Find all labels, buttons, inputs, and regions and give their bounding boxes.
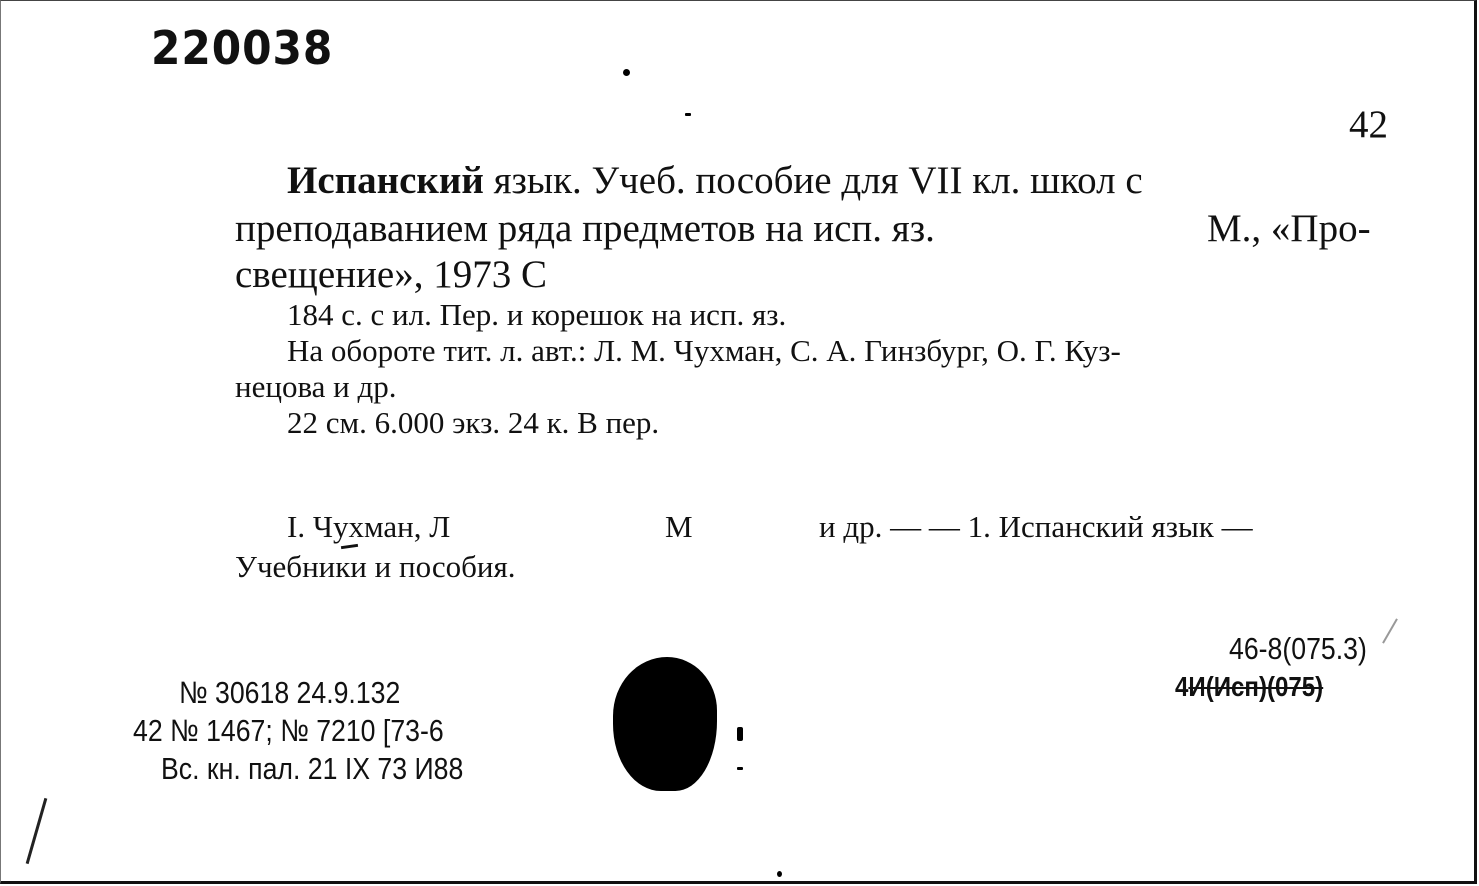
- stamp-accession: № 30618 24.9.132: [179, 675, 401, 710]
- classification-code: 46-8(075.3): [1229, 631, 1367, 666]
- ink-speck: [737, 767, 743, 770]
- entry-line-1: [287, 161, 1143, 200]
- description-pages: 184 с. с ил. Пер. и корешок на исп. яз.: [287, 297, 787, 332]
- entry-line-3: свещение», 1973 С: [235, 253, 547, 296]
- entry-title: язык. Учеб. пособие для VII кл. школ с: [483, 159, 1143, 202]
- description-format: 22 см. 6.000 экз. 24 к. В пер.: [287, 405, 660, 440]
- ink-speck: [737, 727, 743, 741]
- stamp-chamber: Вс. кн. пал. 21 IX 73 И88: [161, 751, 464, 786]
- tracing-subject-cont: Учебники и пособия.: [235, 549, 516, 584]
- classification-prefix: 4: [1175, 671, 1189, 702]
- description-authors: На обороте тит. л. авт.: Л. М. Чухман, С. А. Гинзбург, О. Г. Куз-: [287, 333, 1121, 368]
- tracing-initial: М: [665, 509, 693, 544]
- section-number: 42: [1349, 103, 1388, 146]
- pencil-mark-faint: [1382, 618, 1398, 643]
- entry-heading: Испанский: [287, 159, 484, 202]
- classification-struck: И(Исп)(075): [1188, 671, 1324, 702]
- entry-publisher: М., «Про-: [1207, 207, 1371, 250]
- classification-code-old: [1175, 673, 1323, 701]
- tracing-subject: и др. — — 1. Испанский язык —: [819, 509, 1253, 544]
- entry-line-2: преподаванием ряда предметов на исп. яз.: [235, 207, 935, 250]
- ink-dash: [685, 113, 691, 116]
- ink-blot: [613, 657, 717, 791]
- stamp-registry: 42 № 1467; № 7210 [73-6: [133, 713, 444, 748]
- ink-dot: [623, 69, 630, 76]
- inventory-number: 220038: [151, 21, 334, 75]
- pencil-slash: [26, 798, 48, 864]
- tracing-author: I. Чухман, Л: [287, 509, 451, 544]
- description-authors-cont: нецова и др.: [235, 369, 397, 404]
- ink-dot-bottom: [777, 871, 782, 877]
